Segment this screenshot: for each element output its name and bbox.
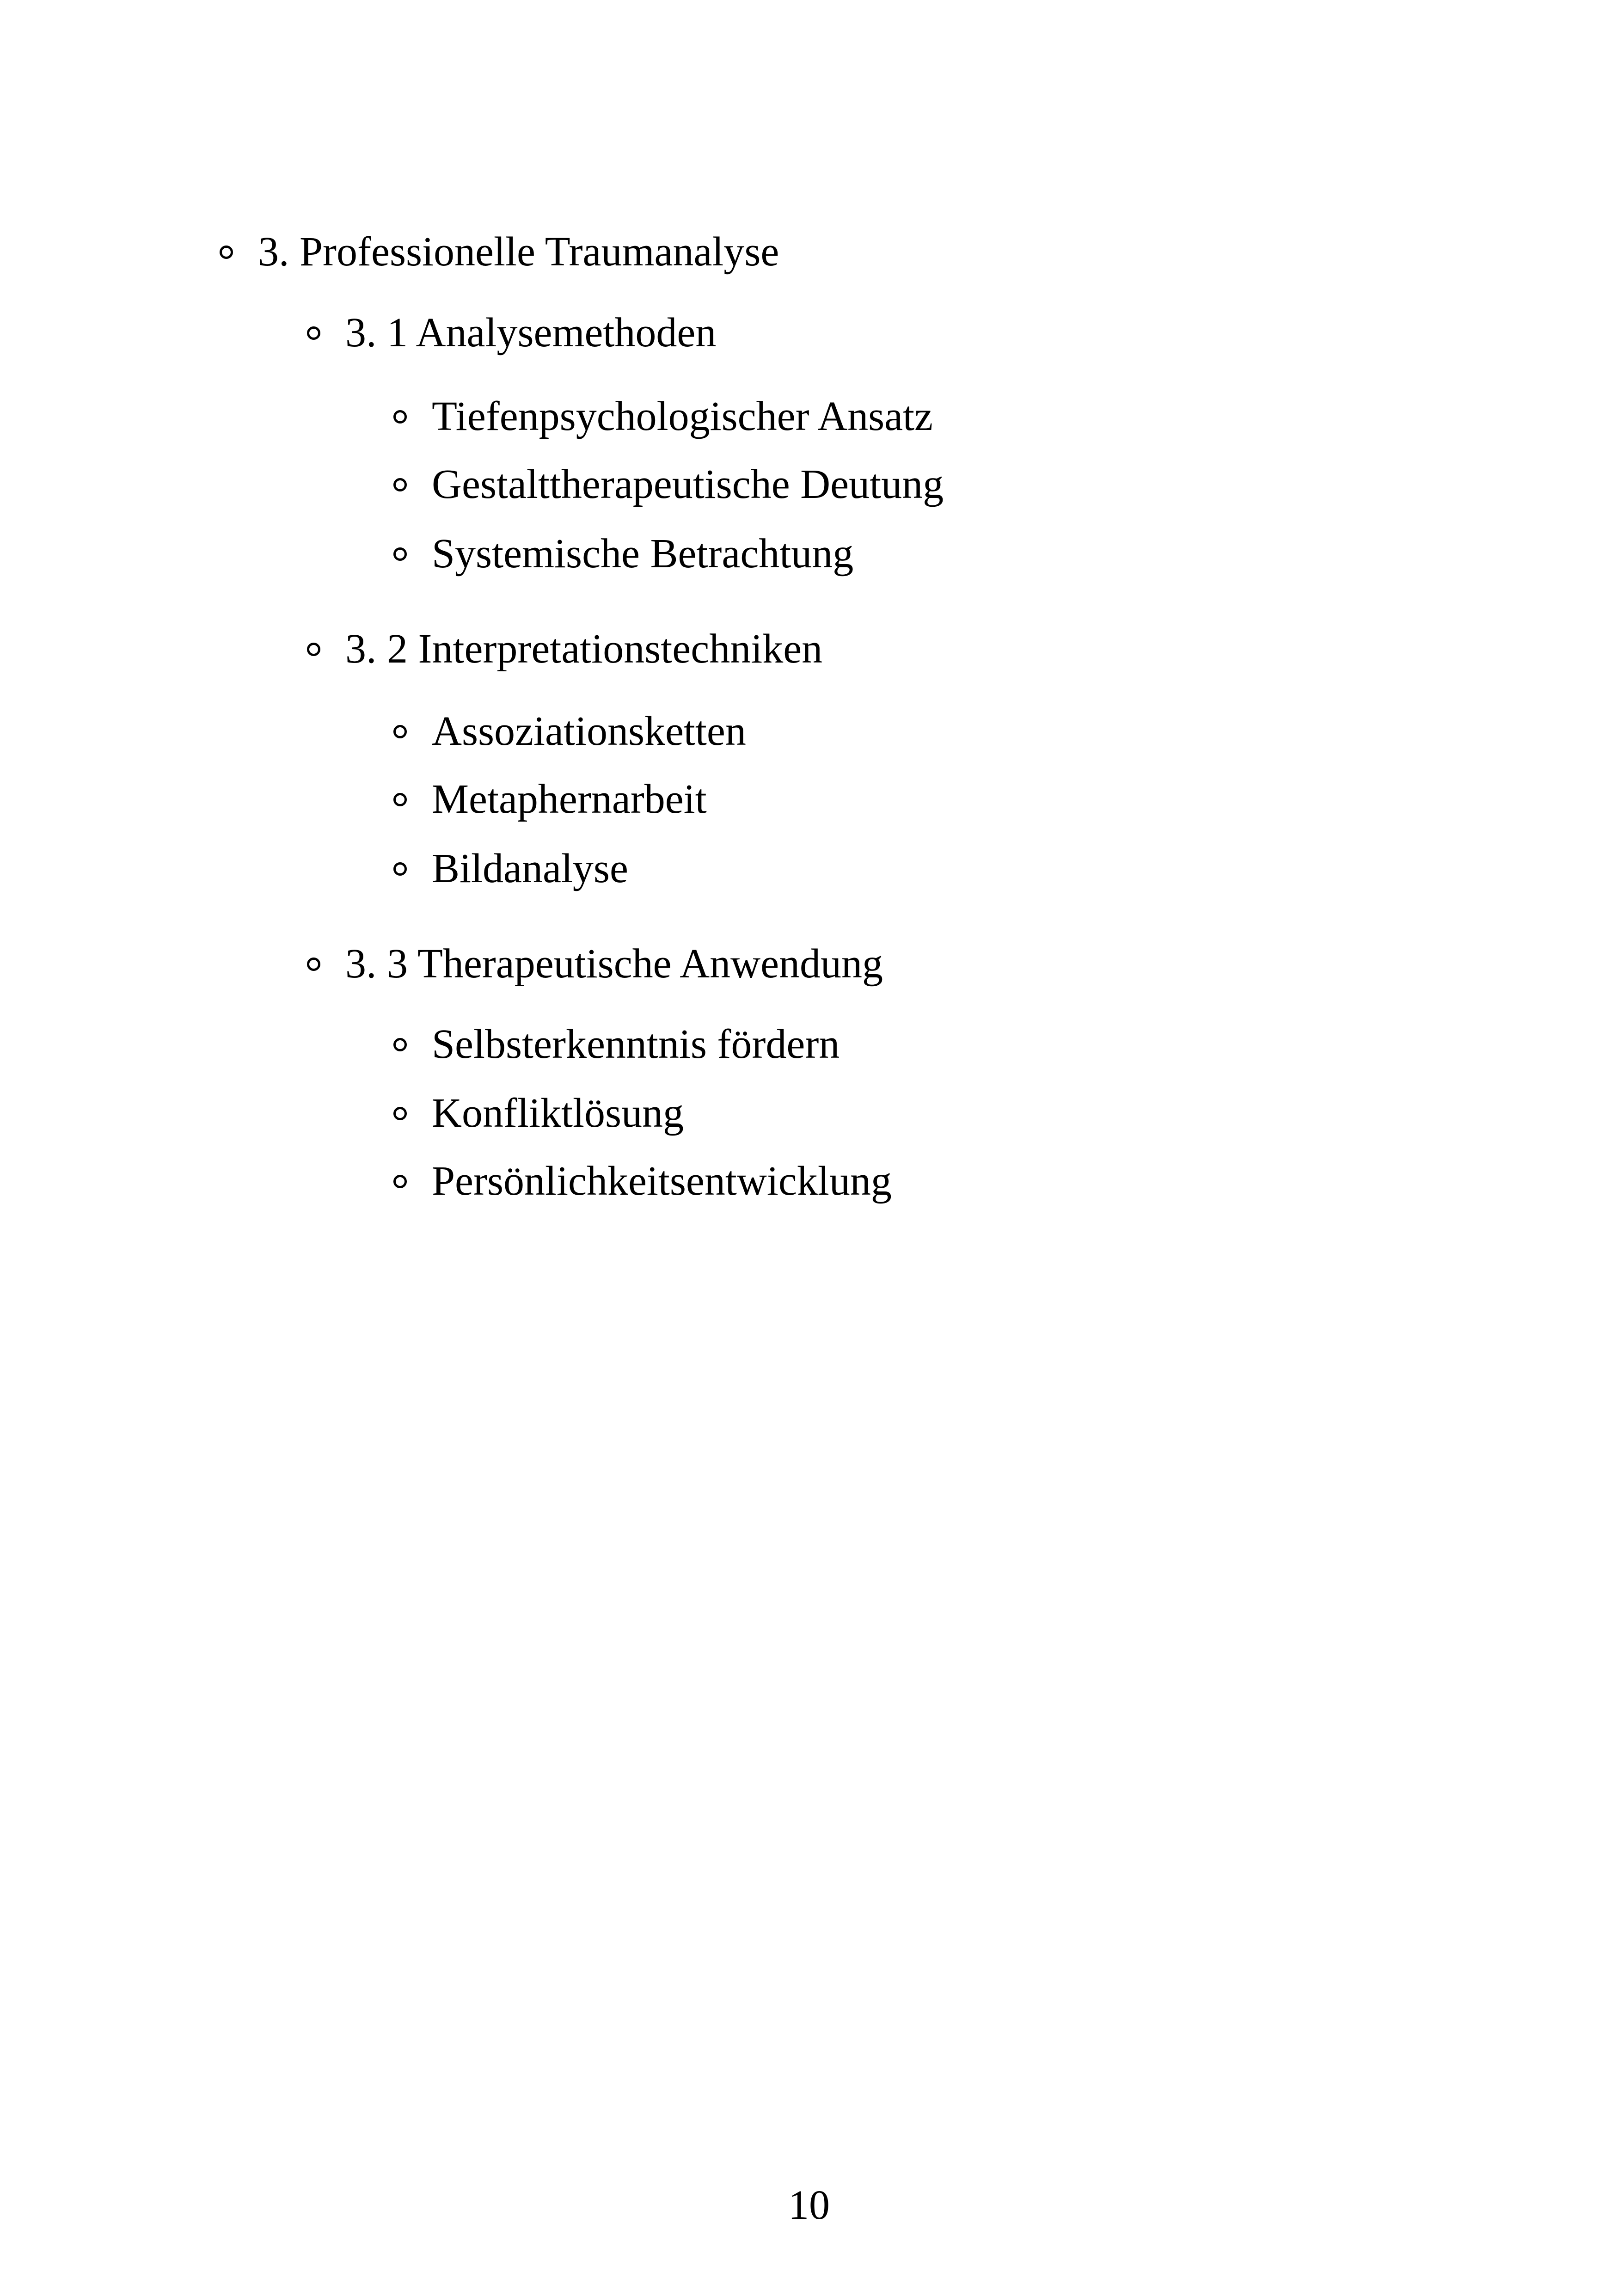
outline-item xyxy=(393,459,944,510)
outline-item-label: Systemische Betrachtung xyxy=(432,531,854,577)
outline-item-label: Bildanalyse xyxy=(432,846,628,891)
outline-subsection xyxy=(307,307,716,358)
hollow-circle-icon xyxy=(393,410,407,424)
hollow-circle-icon xyxy=(393,1038,407,1051)
outline-item-label: Tiefenpsychologischer Ansatz xyxy=(432,393,933,439)
hollow-circle-icon xyxy=(307,958,320,971)
outline-item xyxy=(393,706,746,757)
hollow-circle-icon xyxy=(393,862,407,876)
outline-item-label: Selbsterkenntnis fördern xyxy=(432,1021,840,1067)
outline-item xyxy=(393,1088,684,1139)
hollow-circle-icon xyxy=(393,1107,407,1120)
outline-section xyxy=(220,227,779,277)
outline-subsection xyxy=(307,939,883,989)
hollow-circle-icon xyxy=(307,643,320,656)
outline-item-label: Metaphernarbeit xyxy=(432,776,707,822)
subsection-title: 3. 1 Analysemethoden xyxy=(345,310,717,356)
hollow-circle-icon xyxy=(393,478,407,491)
outline-item-label: Assoziationsketten xyxy=(432,708,746,754)
page-number: 10 xyxy=(788,2182,830,2228)
hollow-circle-icon xyxy=(393,1175,407,1188)
hollow-circle-icon xyxy=(307,326,320,340)
hollow-circle-icon xyxy=(220,246,233,259)
outline-item xyxy=(393,391,933,442)
outline-subsection xyxy=(307,624,822,675)
outline-item-label: Konfliktlösung xyxy=(432,1090,684,1136)
outline-item xyxy=(393,1156,892,1207)
subsection-title: 3. 2 Interpretationstechniken xyxy=(345,626,823,672)
hollow-circle-icon xyxy=(393,725,407,738)
outline-item-label: Persönlichkeitsentwicklung xyxy=(432,1158,892,1204)
outline-item xyxy=(393,843,628,894)
hollow-circle-icon xyxy=(393,793,407,806)
section-title: 3. Professionelle Traumanalyse xyxy=(258,229,779,275)
outline-item-label: Gestalttherapeutische Deutung xyxy=(432,461,944,507)
outline-item xyxy=(393,1019,840,1070)
outline-item xyxy=(393,528,853,579)
hollow-circle-icon xyxy=(393,547,407,561)
subsection-title: 3. 3 Therapeutische Anwendung xyxy=(345,941,883,987)
outline-item xyxy=(393,774,707,825)
